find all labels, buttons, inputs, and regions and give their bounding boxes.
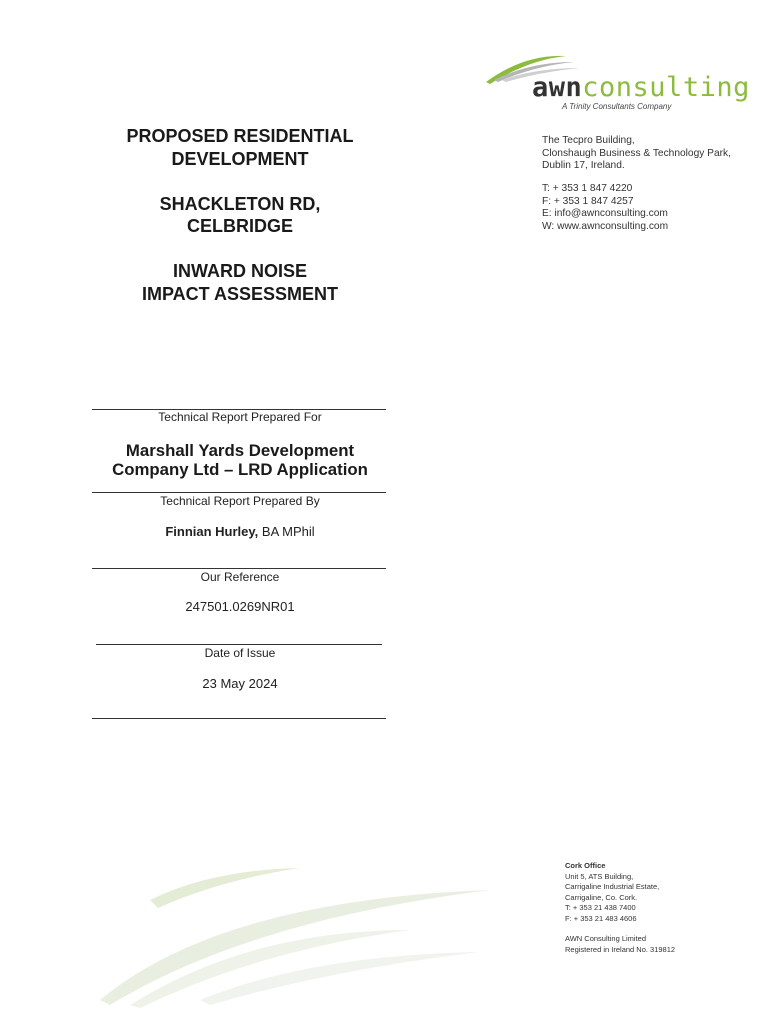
logo-wordmark: [532, 74, 750, 101]
author-qualifications: BA MPhil: [258, 524, 315, 539]
reference-value: 247501.0269NR01: [185, 599, 295, 614]
cork-address-line: Carrigaline Industrial Estate,: [565, 882, 660, 891]
prepared-by-label: Technical Report Prepared By: [160, 494, 320, 508]
issue-date-value: 23 May 2024: [202, 676, 278, 691]
author-name: Finnian Hurley,: [165, 524, 259, 539]
title-line: CELBRIDGE: [186, 216, 293, 236]
logo-tagline: A Trinity Consultants Company: [562, 102, 672, 111]
divider: [92, 568, 386, 569]
cork-address-line: Unit 5, ATS Building,: [565, 871, 634, 881]
contact-phone: T: + 353 1 847 4220: [542, 183, 633, 194]
contact-website[interactable]: W: www.awnconsulting.com: [542, 220, 669, 232]
client-name-line: Marshall Yards Development: [125, 441, 355, 460]
address-line: Clonshaugh Business & Technology Park,: [542, 147, 731, 159]
divider: [96, 644, 382, 645]
title-line: PROPOSED RESIDENTIAL: [126, 126, 354, 146]
cork-fax: F: + 353 21 483 4606: [565, 913, 637, 923]
contact-email[interactable]: E: info@awnconsulting.com: [542, 208, 668, 219]
title-line: IMPACT ASSESSMENT: [141, 283, 338, 304]
title-line: INWARD NOISE: [172, 261, 307, 281]
cork-office-heading: Cork Office: [565, 861, 606, 870]
awn-consulting-logo: [484, 46, 750, 116]
address-line: The Tecpro Building,: [542, 135, 635, 146]
issue-date-label: Date of Issue: [204, 646, 276, 660]
title-line: DEVELOPMENT: [171, 148, 309, 169]
author: [92, 524, 388, 539]
logo-word-consulting: consulting: [582, 72, 750, 103]
company-registration: Registered in Ireland No. 319812: [565, 944, 676, 954]
decorative-swoosh-graphic: [90, 860, 510, 1010]
company-name: AWN Consulting Limited: [565, 934, 647, 943]
cork-phone: T: + 353 21 438 7400: [565, 903, 636, 912]
logo-word-awn: awn: [532, 72, 583, 103]
address-line: Dublin 17, Ireland.: [542, 160, 625, 171]
divider: [92, 718, 386, 719]
divider: [92, 492, 386, 493]
title-line: SHACKLETON RD,: [159, 193, 321, 214]
client-name-line: Company Ltd – LRD Application: [112, 460, 368, 479]
cork-address-line: Carrigaline, Co. Cork.: [565, 892, 638, 902]
prepared-for-label: Technical Report Prepared For: [158, 410, 322, 424]
reference-label: Our Reference: [200, 570, 280, 584]
contact-fax: F: + 353 1 847 4257: [542, 195, 634, 207]
